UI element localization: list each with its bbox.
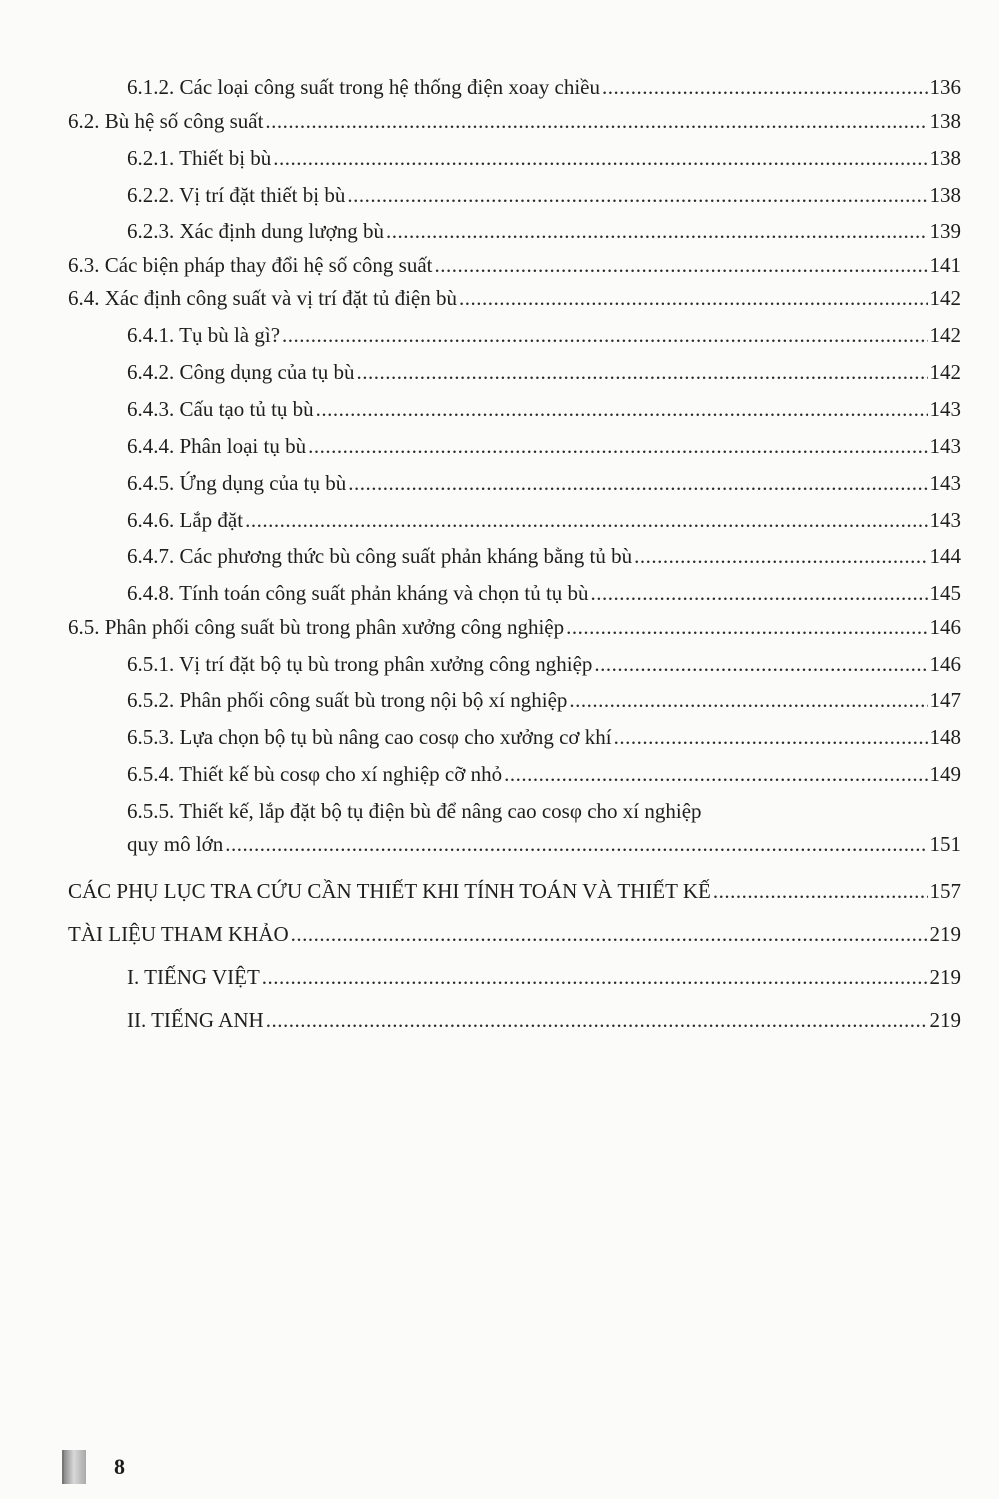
toc-entry-page: 143 [929, 434, 961, 458]
toc-entry-page: 138 [929, 183, 961, 207]
dot-leader [225, 831, 927, 857]
toc-entry-title: 6.4.6. Lắp đặt [127, 508, 244, 532]
dot-leader [273, 145, 927, 171]
toc-entry-title: 6.2. Bù hệ số công suất [68, 109, 264, 133]
toc-entry-title: 6.4.1. Tụ bù là gì? [127, 323, 281, 347]
toc-entry-title: 6.2.1. Thiết bị bù [127, 146, 272, 170]
dot-leader [591, 580, 928, 606]
dot-leader [435, 252, 928, 278]
toc-entry-page: 136 [929, 75, 961, 99]
dot-leader [614, 724, 928, 750]
toc-entry-page: 143 [929, 397, 961, 421]
toc-entry-page: 141 [929, 253, 961, 277]
toc-entry-page: 147 [929, 688, 961, 712]
toc-entry-title: 6.4.7. Các phương thức bù công suất phản kháng bằng tủ bù [127, 544, 633, 568]
dot-leader [356, 359, 927, 385]
toc-entry-page: 151 [929, 832, 961, 856]
toc-entry-page: 219 [929, 1008, 961, 1032]
toc-entry-page: 138 [929, 109, 961, 133]
toc-entry-page: 142 [929, 323, 961, 347]
dot-leader [348, 470, 927, 496]
dot-leader [459, 285, 927, 311]
toc-entry-page: 148 [929, 725, 961, 749]
dot-leader [566, 614, 927, 640]
toc-entry-title: TÀI LIỆU THAM KHẢO [68, 922, 289, 946]
page-footer [62, 1450, 125, 1484]
toc-entry-page: 144 [929, 544, 961, 568]
toc-entry-title: 6.4.5. Ứng dụng của tụ bù [127, 471, 347, 495]
toc-entry-page: 146 [929, 652, 961, 676]
toc-entry-page: 143 [929, 471, 961, 495]
toc-entry-page: 142 [929, 286, 961, 310]
toc-entry-title: 6.5.4. Thiết kế bù cosφ cho xí nghiệp cỡ nhỏ [127, 762, 503, 786]
page-number: 8 [114, 1454, 125, 1479]
toc-entry-title-continued: quy mô lớn [127, 832, 224, 856]
toc-entry-page: 146 [929, 615, 961, 639]
toc-entry-title: 6.5. Phân phối công suất bù trong phân xưởng công nghiệp [68, 615, 565, 639]
toc-entry-title: I. TIẾNG VIỆT [127, 965, 260, 989]
page-tab-marker [62, 1450, 86, 1484]
toc-entry-title: II. TIẾNG ANH [127, 1008, 264, 1032]
dot-leader [266, 1007, 928, 1033]
toc-entry-title: 6.5.1. Vị trí đặt bộ tụ bù trong phân xưởng công nghiệp [127, 652, 593, 676]
toc-entry-title: 6.4.8. Tính toán công suất phản kháng và chọn tủ tụ bù [127, 581, 589, 605]
dot-leader [504, 761, 927, 787]
toc-entry-page: 149 [929, 762, 961, 786]
toc-entry-title: 6.5.2. Phân phối công suất bù trong nội bộ xí nghiệp [127, 688, 568, 712]
dot-leader [347, 182, 927, 208]
dot-leader [713, 878, 928, 904]
dot-leader [265, 108, 927, 134]
toc-entry-title: CÁC PHỤ LỤC TRA CỨU CẦN THIẾT KHI TÍNH TOÁN VÀ THIẾT KẾ [68, 879, 711, 903]
toc-entry-title: 6.2.3. Xác định dung lượng bù [127, 219, 384, 243]
toc-entry-title: 6.2.2. Vị trí đặt thiết bị bù [127, 183, 346, 207]
dot-leader [245, 507, 927, 533]
toc-entry-title: 6.5.5. Thiết kế, lắp đặt bộ tụ điện bù để nâng cao cosφ cho xí nghiệp [127, 799, 702, 823]
toc-entry-page: 219 [929, 922, 961, 946]
toc-entry-page: 138 [929, 146, 961, 170]
dot-leader [594, 651, 927, 677]
toc-entry-page: 143 [929, 508, 961, 532]
dot-leader [634, 543, 927, 569]
dot-leader [316, 396, 928, 422]
dot-leader [282, 322, 927, 348]
dot-leader [308, 433, 927, 459]
toc-entry-title: 6.3. Các biện pháp thay đổi hệ số công suất [68, 253, 433, 277]
toc-entry-title: 6.4.3. Cấu tạo tủ tụ bù [127, 397, 314, 421]
toc-entry-title: 6.4.4. Phân loại tụ bù [127, 434, 307, 458]
toc-entry-page: 142 [929, 360, 961, 384]
toc-entry-title: 6.1.2. Các loại công suất trong hệ thống điện xoay chiều [127, 75, 600, 99]
toc-entry-title: 6.4.2. Công dụng của tụ bù [127, 360, 355, 384]
toc-entry-page: 157 [929, 879, 961, 903]
dot-leader [569, 687, 927, 713]
dot-leader [262, 964, 928, 990]
toc-entry-title: 6.5.3. Lựa chọn bộ tụ bù nâng cao cosφ cho xưởng cơ khí [127, 725, 612, 749]
toc-entry-page: 139 [929, 219, 961, 243]
toc-entry-page: 145 [929, 581, 961, 605]
dot-leader [602, 74, 928, 100]
dot-leader [291, 921, 928, 947]
toc-entry-title: 6.4. Xác định công suất và vị trí đặt tủ điện bù [68, 286, 458, 310]
dot-leader [386, 218, 928, 244]
toc-entry-page: 219 [929, 965, 961, 989]
